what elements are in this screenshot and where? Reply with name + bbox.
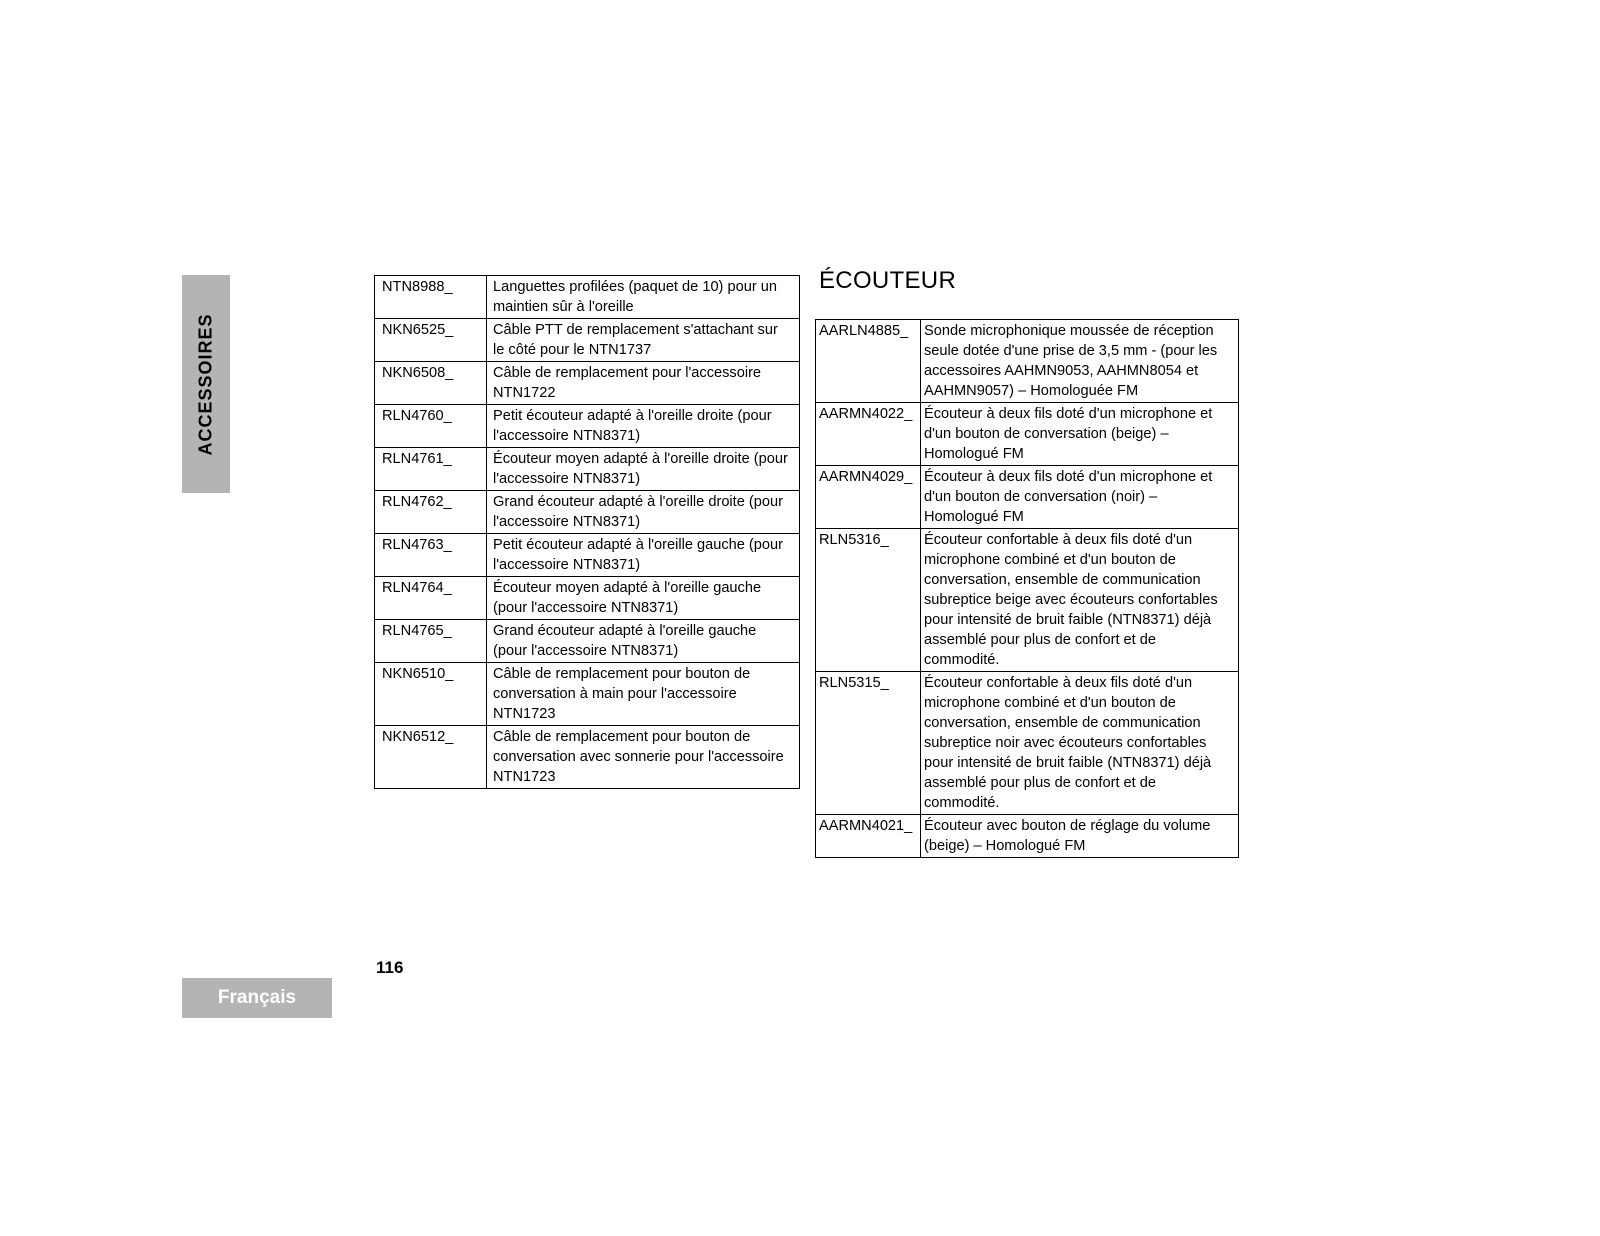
part-number-cell: NKN6510_ — [375, 663, 487, 726]
table-row — [375, 663, 800, 726]
part-number-cell: RLN4763_ — [375, 534, 487, 577]
table-row — [816, 466, 1239, 529]
description-cell: Sonde microphonique moussée de réception seule dotée d'une prise de 3,5 mm - (pour les accessoires AAHMN9053, AAHMN8054 et AAHMN9057) – Homologuée FM — [921, 320, 1239, 403]
table-row — [375, 620, 800, 663]
part-number-cell: NKN6525_ — [375, 319, 487, 362]
part-number-cell: RLN4765_ — [375, 620, 487, 663]
table-row — [816, 815, 1239, 858]
earpiece-table — [815, 319, 1239, 858]
part-number-cell: NKN6512_ — [375, 726, 487, 789]
accessories-table-left — [374, 275, 800, 789]
description-cell: Câble de remplacement pour bouton de conversation à main pour l'accessoire NTN1723 — [487, 663, 800, 726]
description-cell: Écouteur moyen adapté à l'oreille gauche (pour l'accessoire NTN8371) — [487, 577, 800, 620]
description-cell: Écouteur avec bouton de réglage du volume (beige) – Homologué FM — [921, 815, 1239, 858]
language-tab — [182, 978, 332, 1018]
description-cell: Écouteur moyen adapté à l'oreille droite (pour l'accessoire NTN8371) — [487, 448, 800, 491]
table-row — [375, 319, 800, 362]
description-cell: Câble de remplacement pour l'accessoire NTN1722 — [487, 362, 800, 405]
part-number-cell: NTN8988_ — [375, 276, 487, 319]
description-cell: Écouteur confortable à deux fils doté d'un microphone combiné et d'un bouton de conversation, ensemble de communication subreptice beige avec écouteurs confortables pour intensité de bruit faible (NTN8371) déjà assemblé pour plus de confort et de commodité. — [921, 529, 1239, 672]
table-row — [375, 362, 800, 405]
part-number-cell: AARMN4021_ — [816, 815, 921, 858]
part-number-cell: RLN4760_ — [375, 405, 487, 448]
language-label: Français — [217, 987, 297, 1008]
table-row — [816, 320, 1239, 403]
description-cell: Câble PTT de remplacement s'attachant sur le côté pour le NTN1737 — [487, 319, 800, 362]
part-number-cell: AARLN4885_ — [816, 320, 921, 403]
description-cell: Câble de remplacement pour bouton de conversation avec sonnerie pour l'accessoire NTN1723 — [487, 726, 800, 789]
table-row — [816, 403, 1239, 466]
part-number-cell: RLN4762_ — [375, 491, 487, 534]
page-number: 116 — [376, 958, 404, 977]
table-row — [375, 405, 800, 448]
table-row — [816, 672, 1239, 815]
table-row — [375, 448, 800, 491]
description-cell: Languettes profilées (paquet de 10) pour un maintien sûr à l'oreille — [487, 276, 800, 319]
table-row — [816, 529, 1239, 672]
description-cell: Écouteur à deux fils doté d'un microphone et d'un bouton de conversation (beige) – Homologué FM — [921, 403, 1239, 466]
table-row — [375, 491, 800, 534]
table-row — [375, 534, 800, 577]
description-cell: Petit écouteur adapté à l'oreille droite (pour l'accessoire NTN8371) — [487, 405, 800, 448]
part-number-cell: AARMN4029_ — [816, 466, 921, 529]
description-cell: Grand écouteur adapté à l'oreille gauche (pour l'accessoire NTN8371) — [487, 620, 800, 663]
section-title: ÉCOUTEUR — [819, 267, 957, 294]
table-row — [375, 577, 800, 620]
description-cell: Petit écouteur adapté à l'oreille gauche (pour l'accessoire NTN8371) — [487, 534, 800, 577]
part-number-cell: NKN6508_ — [375, 362, 487, 405]
description-cell: Écouteur confortable à deux fils doté d'un microphone combiné et d'un bouton de conversation, ensemble de communication subreptice noir avec écouteurs confortables pour intensité de bruit faible (NTN8371) déjà assemblé pour plus de confort et de commodité. — [921, 672, 1239, 815]
description-cell: Grand écouteur adapté à l'oreille droite (pour l'accessoire NTN8371) — [487, 491, 800, 534]
description-cell: Écouteur à deux fils doté d'un microphone et d'un bouton de conversation (noir) – Homologué FM — [921, 466, 1239, 529]
part-number-cell: RLN5315_ — [816, 672, 921, 815]
part-number-cell: RLN4764_ — [375, 577, 487, 620]
table-row — [375, 276, 800, 319]
part-number-cell: AARMN4022_ — [816, 403, 921, 466]
table-row — [375, 726, 800, 789]
part-number-cell: RLN4761_ — [375, 448, 487, 491]
part-number-cell: RLN5316_ — [816, 529, 921, 672]
side-tab-label: ACCESSOIRES — [195, 312, 216, 456]
section-side-tab — [182, 275, 230, 493]
